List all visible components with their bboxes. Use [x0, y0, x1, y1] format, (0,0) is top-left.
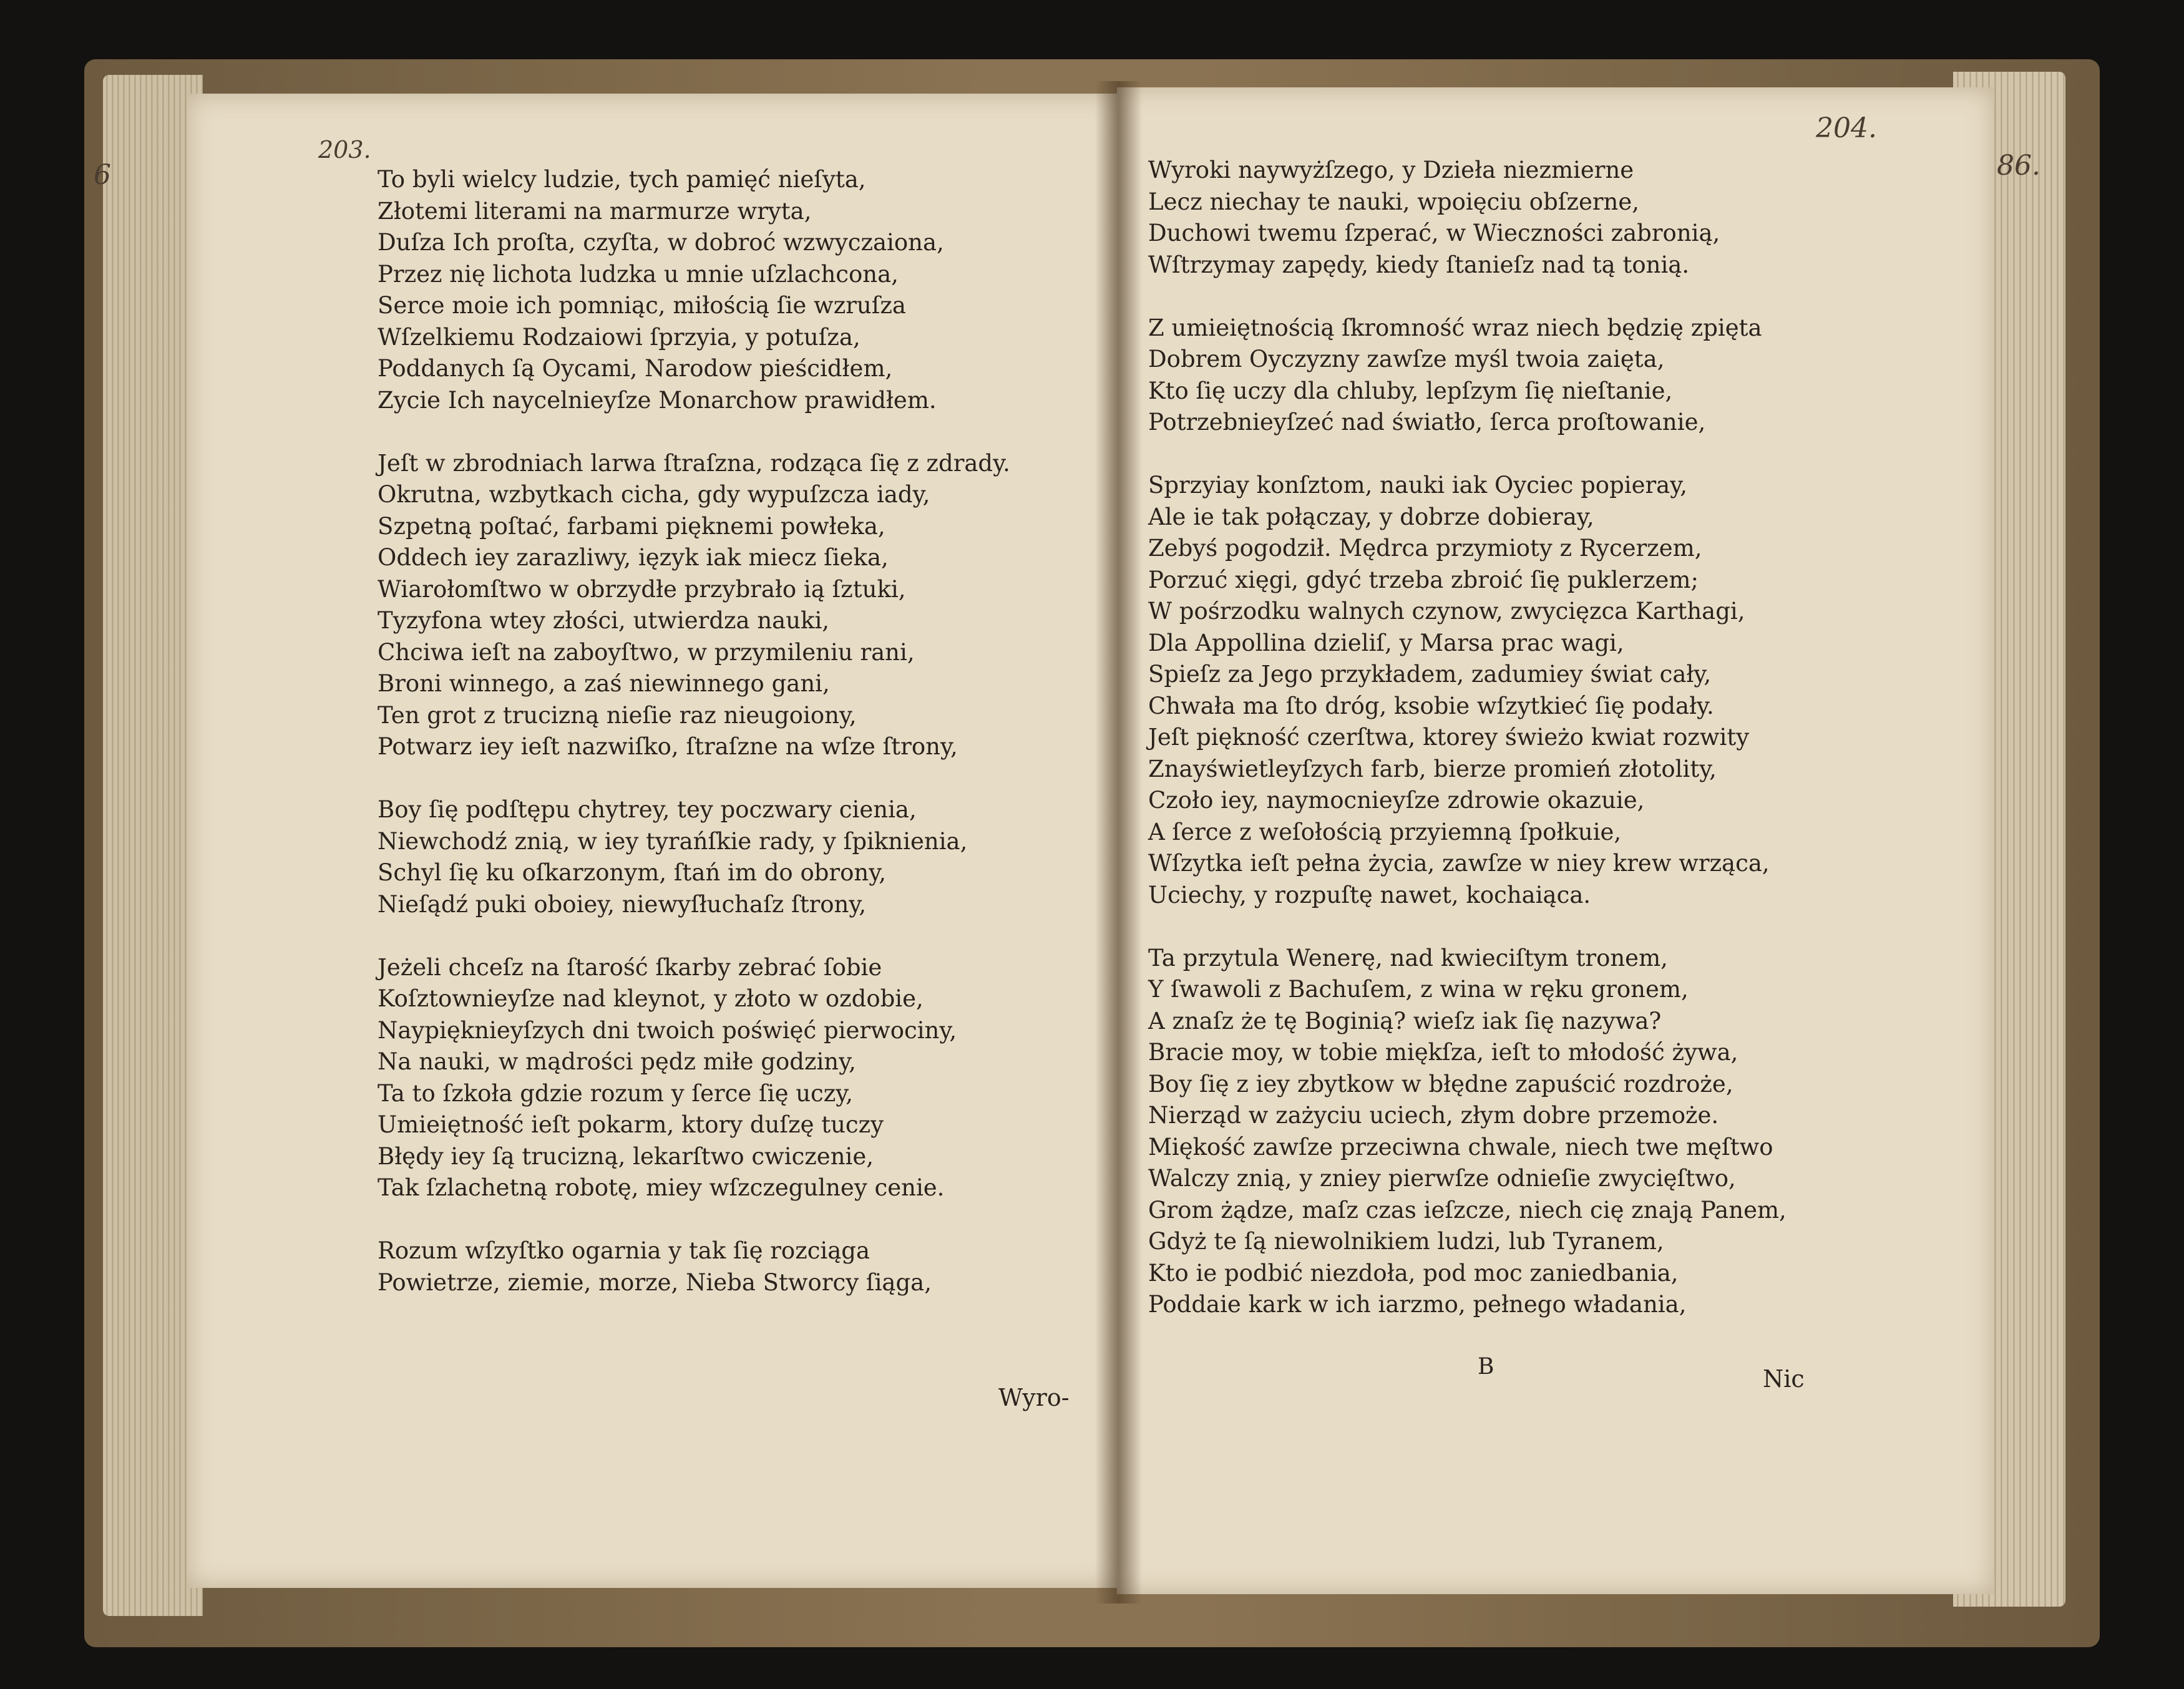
verse-line: Wyroki naywyżſzego, y Dzieła niezmierne [1148, 157, 1634, 183]
left-catchword: Wyro- [998, 1384, 1070, 1411]
verse-line: Poddanych ſą Oycami, Narodow pieścidłem, [378, 355, 893, 382]
verse-line: Duſza Ich proſta, czyſta, w dobroć wzwyczaiona, [378, 229, 944, 256]
verse-line: Jeżeli chceſz na ſtarość ſkarby zebrać ſobie [378, 953, 882, 981]
verse-line: Niewchodź znią, w iey tyrańſkie rady, y ſpiknienia, [378, 827, 968, 855]
verse-line: To byli wielcy ludzie, tych pamięć nieſyta, [378, 166, 866, 193]
verse-line: A ſerce z weſołością przyiemną ſpołkuie, [1148, 818, 1622, 845]
stanza-break [1148, 439, 1787, 470]
verse-line: Potwarz iey ieſt nazwiſko, ſtraſzne na wſze ſtrony, [378, 733, 958, 760]
right-catchword: Nic [1763, 1365, 1805, 1393]
verse-line: Rozum wſzyſtko ogarnia y tak ſię rozciąga [378, 1237, 870, 1264]
verse-line: Potrzebnieyſzeć nad światło, ſerca proſtowanie, [1148, 409, 1706, 436]
verse-line: Nieſądź puki oboiey, niewyſłuchaſz ſtrony, [378, 890, 867, 918]
verse-line: Jeſt piękność czerſtwa, ktorey świeżo kwiat rozwity [1148, 724, 1750, 751]
verse-line: Duchowi twemu ſzperać, w Wieczności zabronią, [1148, 220, 1720, 246]
verse-line: Ta to ſzkoła gdzie rozum y ſerce ſię uczy, [378, 1079, 854, 1107]
verse-line: Dla Appollina dzieliſ, y Marsa prac wagi, [1148, 629, 1624, 656]
verse-line: Szpetną poſtać, farbami pięknemi powłeka, [378, 512, 885, 540]
verse-line: Broni winnego, a zaś niewinnego gani, [378, 670, 830, 697]
verse-line: Boy ſię z iey zbytkow w błędne zapuścić rozdroże, [1148, 1070, 1733, 1098]
verse-line: Chciwa ieſt na zaboyſtwo, w przymileniu rani, [378, 638, 915, 666]
verse-line: Zebyś pogodził. Mędrca przymioty z Rycerzem, [1148, 535, 1702, 562]
stanza-break [1148, 911, 1787, 943]
verse-line: Sprzyiay konſztom, nauki iak Oyciec popieray, [1148, 472, 1687, 499]
verse-line: Spieſz za Jego przykładem, zadumiey świat cały, [1148, 661, 1712, 688]
verse-line: Uciechy, y rozpuſtę nawet, kochaiąca. [1148, 881, 1591, 908]
verse-line: Ta przytula Wenerę, nad kwieciſtym tronem, [1148, 944, 1668, 971]
verse-line: Y ſwawoli z Bachuſem, z wina w ręku gronem, [1148, 976, 1689, 1003]
stanza-break [378, 416, 1010, 448]
verse-line: Wſzelkiemu Rodzaiowi ſprzyia, y potuſza, [378, 323, 860, 351]
verse-line: Oddech iey zarazliwy, ięzyk iak miecz ſieka, [378, 544, 889, 571]
verse-line: Nierząd w zażyciu uciech, złym dobre przemoże. [1148, 1102, 1719, 1129]
verse-line: Przez nię lichota ludzka u mnie uſzlachcona, [378, 260, 899, 288]
verse-line: Schyl ſię ku oſkarzonym, ſtań im do obrony, [378, 859, 886, 886]
verse-line: Czoło iey, naymocnieyſze zdrowie okazuie, [1148, 787, 1645, 814]
verse-line: Powietrze, ziemie, morze, Nieba Stworcy ſiąga, [378, 1268, 932, 1296]
verse-line: Serce moie ich pomniąc, miłością ſie wzruſza [378, 292, 906, 319]
verse-line: Na nauki, w mądrości pędz miłe godziny, [378, 1048, 856, 1075]
verse-line: Wſtrzymay zapędy, kiedy ſtanieſz nad tą tonią. [1148, 251, 1690, 278]
verse-line: Kto ie podbić niezdoła, pod moc zaniedbania, [1148, 1259, 1679, 1287]
right-edge-number: 86. [1997, 150, 2040, 182]
signature-mark: B [1478, 1354, 1494, 1380]
verse-line: Porzuć xięgi, gdyć trzeba zbroić ſię puklerzem; [1148, 566, 1699, 593]
verse-line: Złotemi literami na marmurze wryta, [378, 197, 812, 225]
verse-line: A znaſz że tę Boginią? wieſz iak ſię nazywa? [1148, 1007, 1662, 1034]
left-edge-number: 6 [94, 159, 111, 191]
stanza-break [378, 763, 1010, 795]
verse-line: Okrutna, wzbytkach cicha, gdy wypuſzcza iady, [378, 481, 930, 508]
verse-line: Chwała ma ſto dróg, ksobie wſzytkieć ſię podały. [1148, 692, 1714, 719]
verse-line: Wſzytka ieſt pełna życia, zawſze w niey krew wrząca, [1148, 850, 1770, 877]
verse-line: Dobrem Oyczyzny zawſze myśl twoia zaięta, [1148, 346, 1665, 372]
verse-line: Walczy znią, y zniey pierwſze odnieſie zwycięſtwo, [1148, 1165, 1736, 1192]
verse-line: Gdyż te ſą niewolnikiem ludzi, lub Tyranem, [1148, 1228, 1664, 1255]
right-page-text [1148, 155, 1787, 1321]
verse-line: Znayświetleyſzych farb, bierze promień złotolity, [1148, 755, 1717, 782]
verse-line: Zycie Ich naycelnieyſze Monarchow prawidłem. [378, 386, 937, 414]
verse-line: Lecz niechay te nauki, wpoięciu obſzerne, [1148, 188, 1640, 215]
verse-line: Boy ſię podſtępu chytrey, tey poczwary cienia, [378, 796, 917, 823]
verse-line: Z umieiętnością ſkromność wraz niech będzię zpięta [1148, 314, 1762, 341]
verse-line: Ten grot z trucizną nieſie raz nieugoiony, [378, 701, 857, 729]
verse-line: Poddaie kark w ich iarzmo, pełnego władania, [1148, 1291, 1687, 1318]
verse-line: Miękość zawſze przeciwna chwale, niech twe męſtwo [1148, 1133, 1773, 1161]
verse-line: Kto ſię uczy dla chluby, lepſzym ſię nieſtanie, [1148, 377, 1673, 404]
verse-line: W pośrzodku walnych czynow, zwycięzca Karthagi, [1148, 598, 1745, 625]
stanza-break [1148, 281, 1787, 313]
verse-line: Jeſt w zbrodniach larwa ſtraſzna, rodząca ſię z zdrady. [378, 449, 1010, 477]
stanza-break [378, 920, 1010, 952]
right-page-number: 204. [1816, 112, 1877, 144]
verse-line: Ale ie tak połączay, y dobrze dobieray, [1148, 503, 1594, 530]
verse-line: Grom żądze, maſz czas ieſzcze, niech cię znają Panem, [1148, 1196, 1787, 1224]
verse-line: Naypięknieyſzych dni twoich poświęć pierwociny, [378, 1016, 957, 1044]
verse-line: Koſztownieyſze nad kleynot, y złoto w ozdobie, [378, 985, 924, 1012]
verse-line: Umieiętność ieſt pokarm, ktory duſzę tuczy [378, 1111, 884, 1138]
verse-line: Błędy iey ſą trucizną, lekarſtwo cwiczenie, [378, 1142, 874, 1170]
book-gutter [1095, 81, 1142, 1604]
verse-line: Bracie moy, w tobie miękſza, ieſt to młodość żywa, [1148, 1039, 1738, 1066]
left-page-text [378, 164, 1010, 1298]
verse-line: Tak ſzlachetną robotę, miey wſzczegulney cenie. [378, 1174, 945, 1201]
verse-line: Wiarołomſtwo w obrzydłe przybrało ią ſztuki, [378, 575, 906, 603]
left-page-number: 203. [318, 136, 371, 163]
verse-line: Tyzyfona wtey złości, utwierdza nauki, [378, 607, 830, 634]
stanza-break [378, 1204, 1010, 1236]
